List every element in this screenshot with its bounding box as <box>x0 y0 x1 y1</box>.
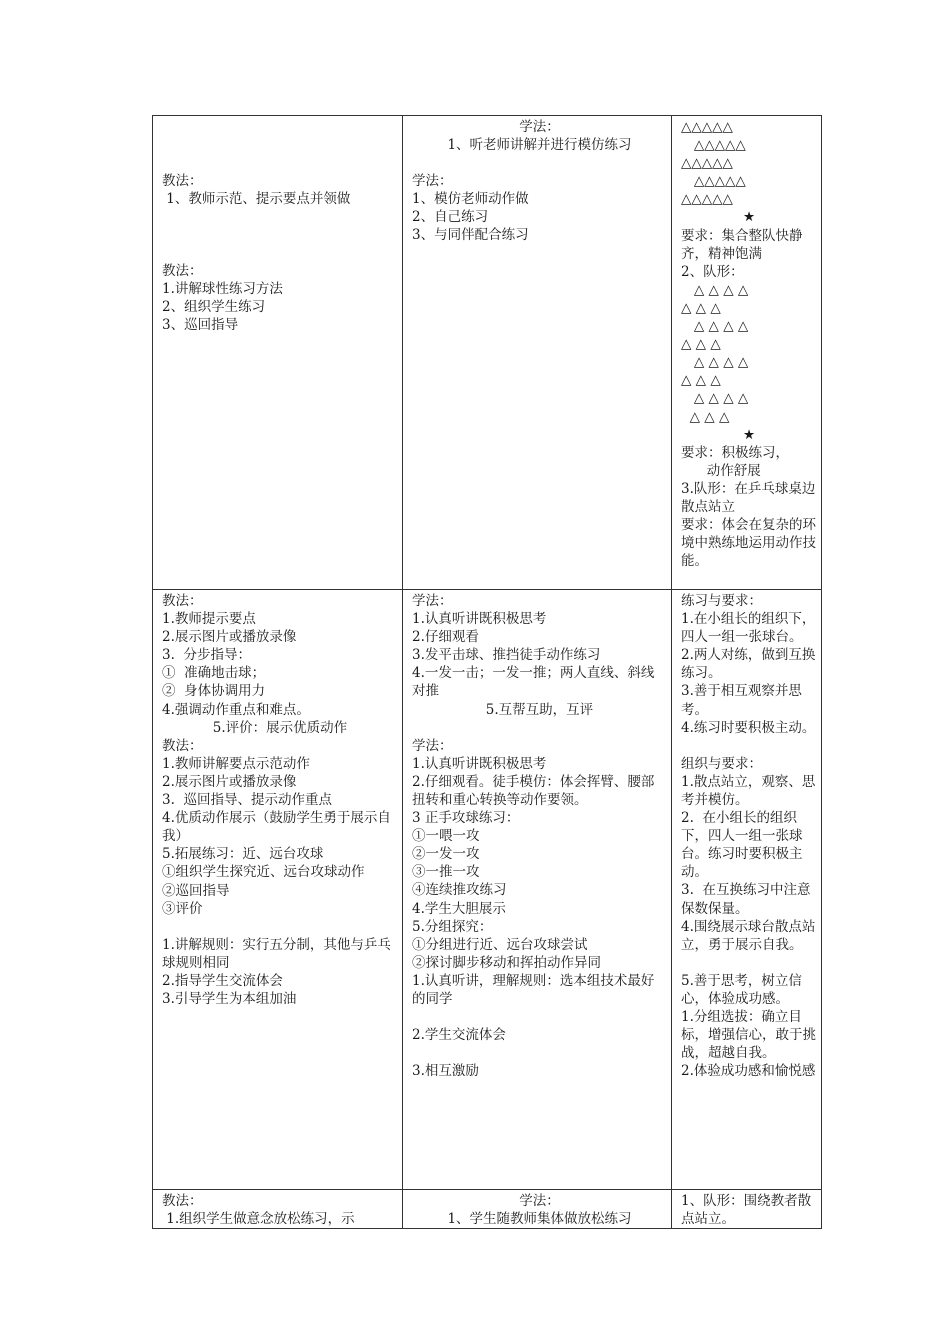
text-line: 教法： <box>162 263 203 280</box>
text-line: 学法： <box>412 593 453 609</box>
table-row <box>153 116 822 590</box>
text-line <box>162 244 398 262</box>
text-line: 1、队形：围绕教者散点站立。 <box>681 1193 812 1228</box>
text-line: 4.学生大胆展示 <box>412 900 506 917</box>
text-line: 教法： <box>162 1193 203 1209</box>
text-line: ①一喂一攻 <box>412 828 480 845</box>
formation-line: △△△△△ <box>681 155 733 172</box>
text-line: 2.体验成功感和愉悦感 <box>681 1063 816 1080</box>
text-line: 教法： <box>162 737 203 754</box>
text-line: 1、教师示范、提示要点并领做 <box>162 191 351 208</box>
formation-line: △ △ △ △ <box>681 390 749 407</box>
text-line: ① 准确地击球； <box>162 665 266 682</box>
teaching-method-cell <box>153 116 403 590</box>
text-line: 3.善于相互观察并思考。 <box>681 683 802 718</box>
text-line: 3 正手攻球练习： <box>412 810 520 827</box>
text-line: 4.围绕展示球台散点站立，勇于展示自我。 <box>681 918 816 953</box>
text-line <box>162 918 398 936</box>
formation-line: △ △ △ <box>681 408 730 425</box>
text-line: 5.评价：展示优质动作 <box>212 719 348 736</box>
learning-method-cell <box>403 1190 672 1229</box>
formation-line: △△△△△ <box>681 191 733 208</box>
text-line: 3. 在互换练习中注意保数保量。 <box>681 882 811 917</box>
text-line: 4.强调动作重点和难点。 <box>162 701 310 718</box>
text-line: 3.引导学生为本组加油 <box>162 990 297 1007</box>
organization-cell <box>672 590 822 1190</box>
text-line: 学法： <box>519 119 560 135</box>
text-line: 1.教师提示要点 <box>162 611 256 628</box>
text-line: ③一推一攻 <box>412 864 480 881</box>
text-line: ②探讨脚步移动和挥拍动作异同 <box>412 954 601 971</box>
text-line <box>412 1008 667 1026</box>
text-line <box>162 208 398 226</box>
formation-line: △ △ △ △ <box>681 354 749 371</box>
text-line: 1.讲解球性练习方法 <box>162 281 283 298</box>
formation-line: △△△△△ <box>681 173 746 190</box>
text-line: 学法： <box>412 737 453 754</box>
text-line: 教法： <box>162 173 203 189</box>
text-line: 3、与同伴配合练习 <box>412 227 529 244</box>
text-line: ②一发一攻 <box>412 846 480 863</box>
text-line <box>681 954 817 972</box>
text-line: 2、自己练习 <box>412 209 489 226</box>
text-line: ③评价 <box>162 900 203 917</box>
text-line: 1.认真听讲，理解规则：选本组技术最好的同学 <box>412 972 655 1007</box>
text-line: 学法： <box>519 1193 560 1209</box>
teaching-method-cell <box>153 590 403 1190</box>
text-line: 3.队形：在乒乓球桌边散点站立 <box>681 480 816 515</box>
text-line: 1.教师讲解要点示范动作 <box>162 755 310 772</box>
text-line: 1.散点站立，观察、思考并模仿。 <box>681 773 816 808</box>
text-line: 1、听老师讲解并进行模仿练习 <box>447 137 632 154</box>
text-line: ①分组进行近、远台攻球尝试 <box>412 936 588 953</box>
text-line: 学法： <box>412 173 453 190</box>
formation-line: △△△△△ <box>681 137 746 154</box>
formation-line: △ △ △ <box>681 336 721 353</box>
text-line: 4.一发一击；一发一推；两人直线、斜线对推 <box>412 665 655 700</box>
table-row <box>153 590 822 1190</box>
formation-line: △△△△△ <box>681 119 733 135</box>
lesson-plan-table <box>152 115 822 1229</box>
organization-cell <box>672 1190 822 1229</box>
teacher-star-icon: ★ <box>742 209 756 226</box>
text-line: 1.认真听讲既积极思考 <box>412 611 547 628</box>
text-line: 练习与要求： <box>681 593 762 609</box>
text-line: 3. 分步指导： <box>162 647 251 664</box>
teacher-star-icon: ★ <box>742 426 756 443</box>
text-line: 2.仔细观看 <box>412 629 479 646</box>
text-line: 3、巡回指导 <box>162 317 239 334</box>
text-line <box>681 737 817 755</box>
formation-line: △ △ △ <box>681 299 721 316</box>
teaching-method-cell <box>153 1190 403 1229</box>
text-line: 5.善于思考，树立信心，体验成功感。 <box>681 972 802 1007</box>
text-line <box>162 226 398 244</box>
text-line: ④连续推攻练习 <box>412 882 507 899</box>
text-line: 1.在小组长的组织下，四人一组一张球台。 <box>681 611 816 646</box>
text-line <box>412 1044 667 1062</box>
text-line: 要求：集合整队快静齐，精神饱满 <box>681 227 803 262</box>
text-line: 3. 巡回指导、提示动作重点 <box>162 792 332 809</box>
text-line: 2. 在小组长的组织下，四人一组一张球台。练习时要积极主动。 <box>681 810 803 881</box>
text-line: 1、模仿老师动作做 <box>412 191 529 208</box>
text-line <box>412 154 667 172</box>
table-row <box>153 1190 822 1229</box>
text-line: ②巡回指导 <box>162 882 230 899</box>
text-line: 2、组织学生练习 <box>162 299 266 316</box>
organization-cell <box>672 116 822 590</box>
text-line: 要求：积极练习， <box>681 444 789 461</box>
text-line: 2.指导学生交流体会 <box>162 972 283 989</box>
text-line: 1.认真听讲既积极思考 <box>412 755 547 772</box>
text-line: 1.分组选拔：确立目标，增强信心，敢于挑战，超越自我。 <box>681 1008 816 1062</box>
text-line: 2.学生交流体会 <box>412 1027 506 1044</box>
text-line: 1、学生随教师集体做放松练习 <box>447 1211 632 1228</box>
text-line: 2.仔细观看。徒手模仿：体会挥臂、腰部扭转和重心转换等动作要领。 <box>412 773 655 808</box>
learning-method-cell <box>403 116 672 590</box>
text-line <box>162 136 398 154</box>
text-line: 4.优质动作展示（鼓励学生勇于展示自我） <box>162 810 391 845</box>
text-line: 5.拓展练习：近、远台攻球 <box>162 846 324 863</box>
learning-method-cell <box>403 590 672 1190</box>
text-line: 1.讲解规则：实行五分制，其他与乒乓球规则相同 <box>162 936 391 971</box>
formation-line: △ △ △ <box>681 372 721 389</box>
text-line: 5.分组探究： <box>412 918 493 935</box>
text-line: 4.练习时要积极主动。 <box>681 719 816 736</box>
text-line: 5.互帮互助，互评 <box>485 701 594 718</box>
text-line: 组织与要求： <box>681 755 762 772</box>
text-line: 1.组织学生做意念放松练习，示 <box>162 1211 355 1228</box>
text-line: 3.发平击球、推挡徒手动作练习 <box>412 647 601 664</box>
text-line <box>412 719 667 737</box>
text-line: 3.相互激励 <box>412 1063 479 1080</box>
formation-line: △ △ △ △ <box>681 318 749 335</box>
text-line <box>162 154 398 172</box>
text-line: 要求：体会在复杂的环境中熟练地运用动作技能。 <box>681 517 816 570</box>
text-line: 2.两人对练，做到互换练习。 <box>681 647 816 682</box>
text-line: 2、队形： <box>681 263 744 280</box>
text-line <box>162 118 398 136</box>
text-line: 动作舒展 <box>681 462 761 479</box>
formation-line: △ △ △ △ <box>681 281 749 298</box>
text-line: 教法： <box>162 593 203 609</box>
text-line: ①组织学生探究近、远台攻球动作 <box>162 864 365 881</box>
text-line: ② 身体协调用力 <box>162 683 266 700</box>
text-line: 2.展示图片或播放录像 <box>162 773 297 790</box>
text-line: 2.展示图片或播放录像 <box>162 629 297 646</box>
